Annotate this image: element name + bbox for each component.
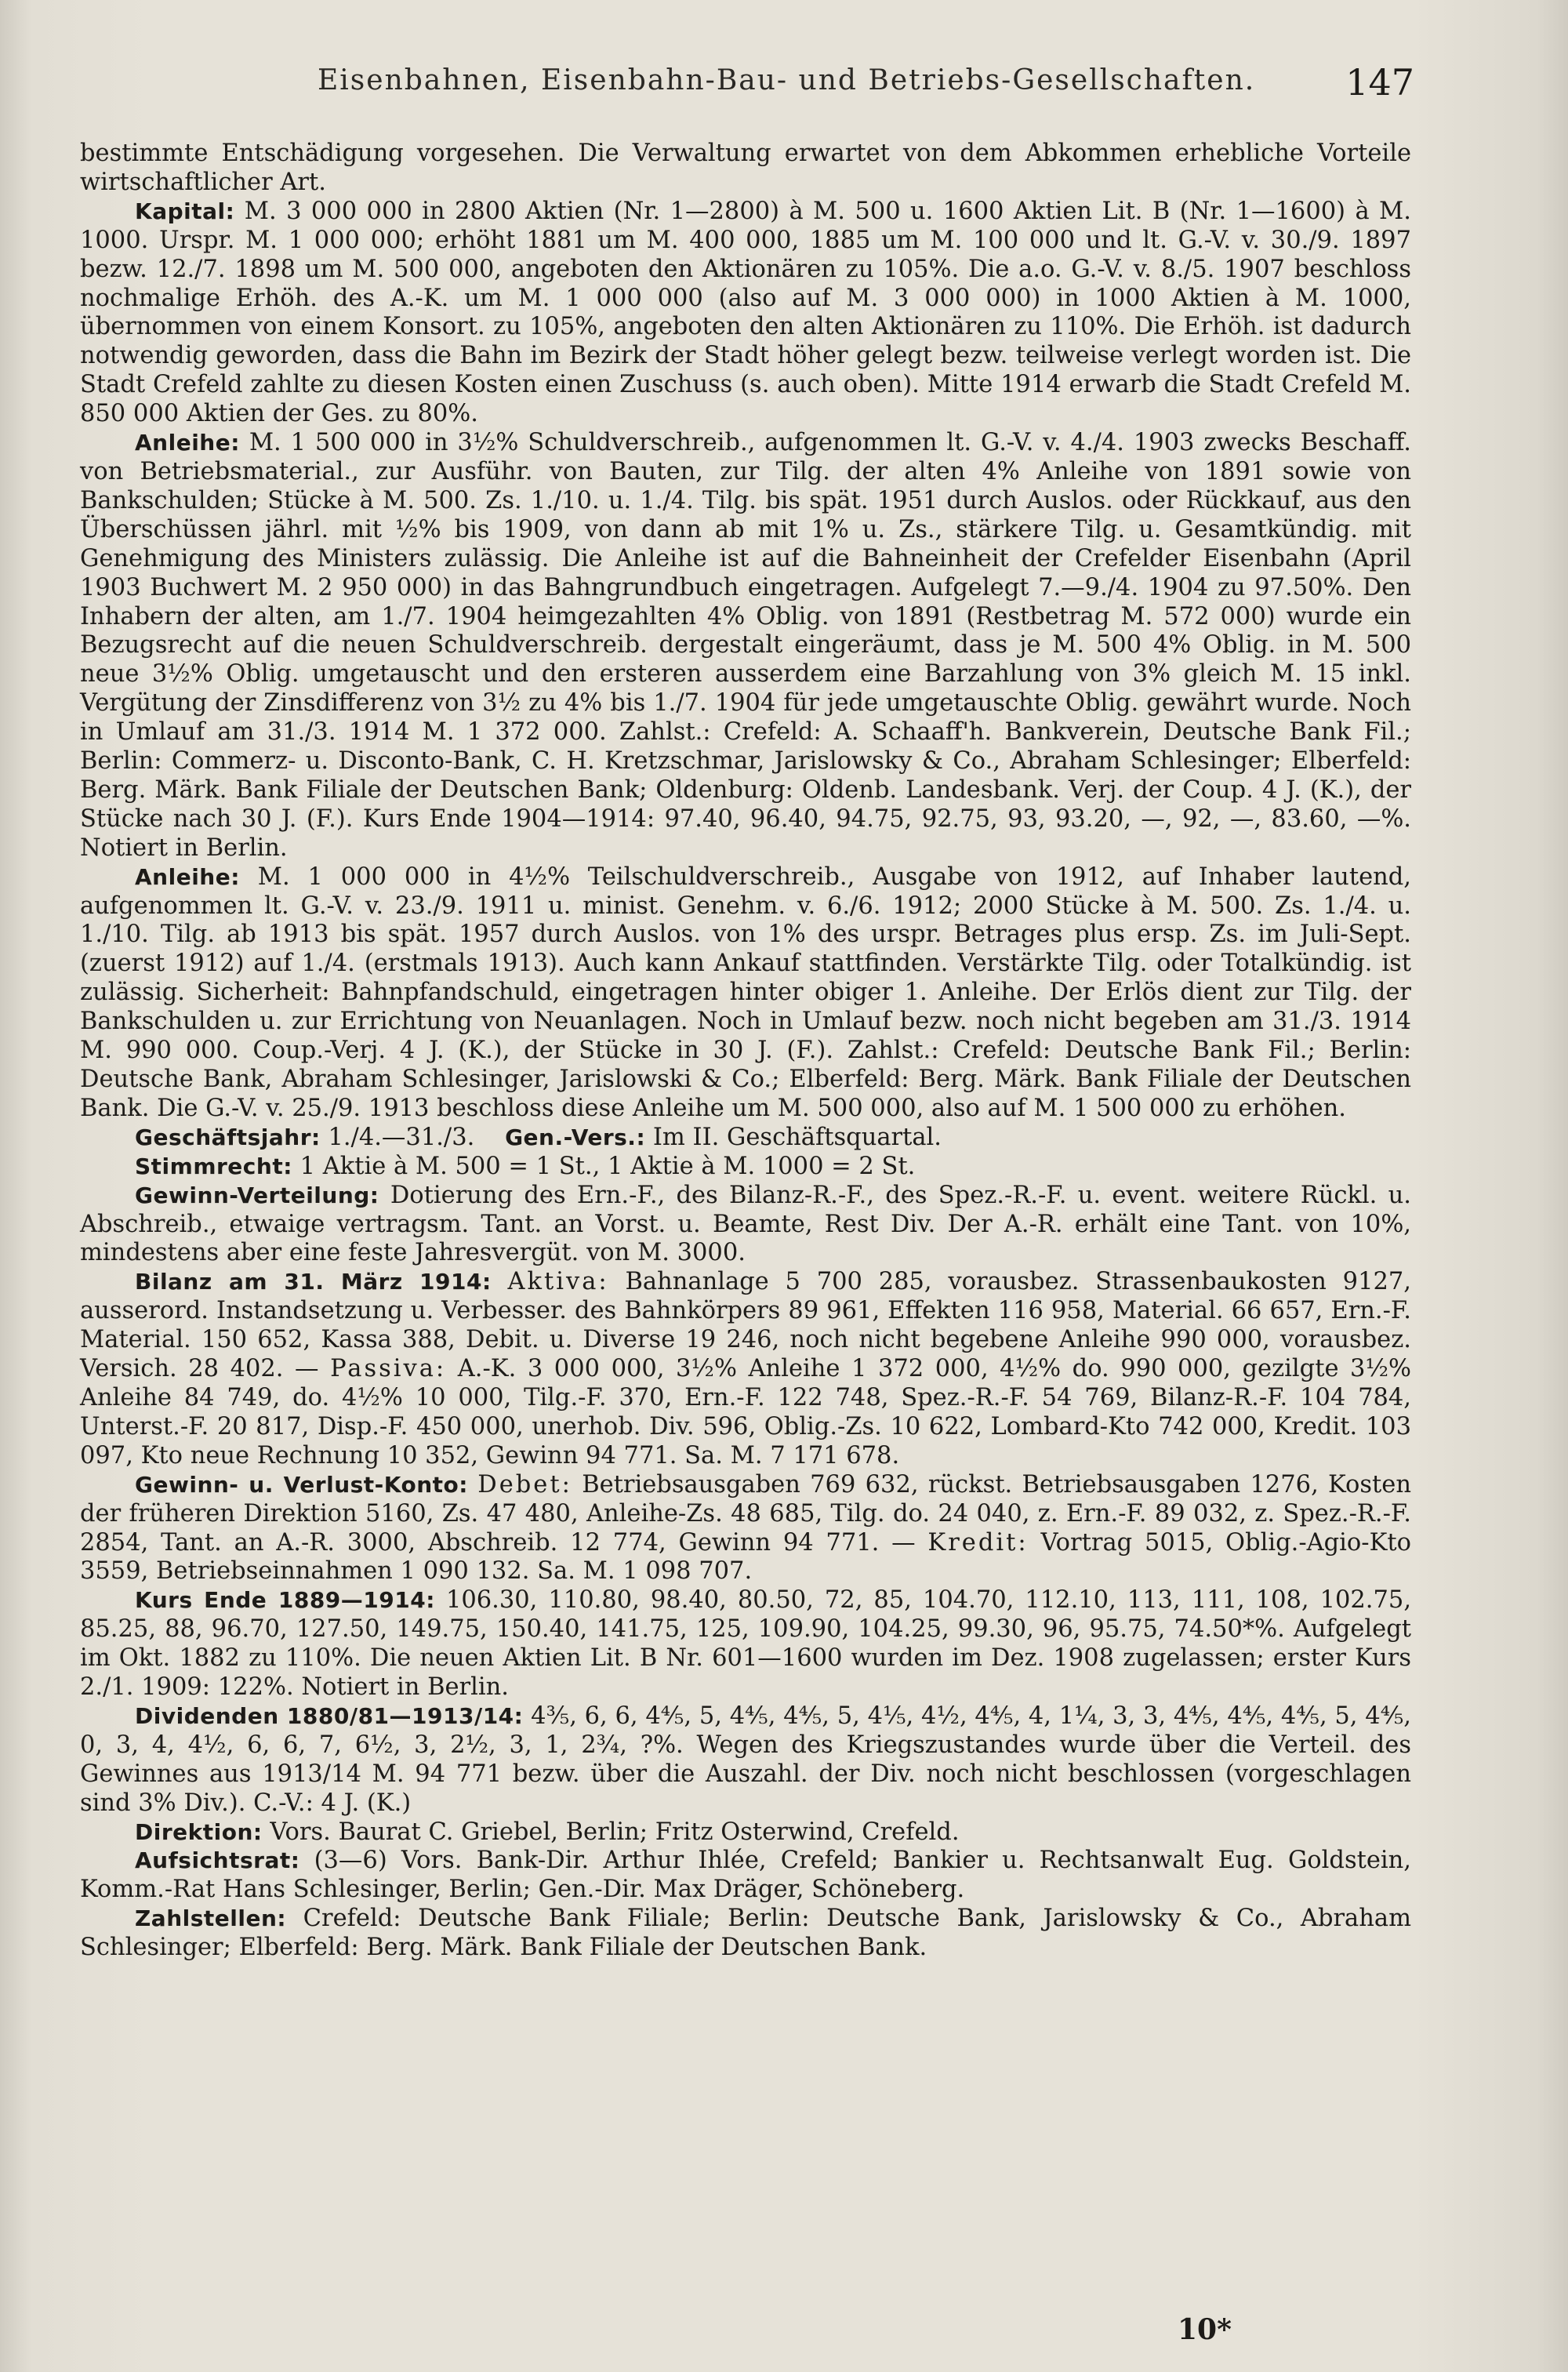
gewinnverteilung-section: [80, 1182, 1411, 1269]
page-number: 147: [1345, 61, 1414, 104]
kapital-text: M. 3 000 000 in 2800 Aktien (Nr. 1—2800) à M. 500 u. 1600 Aktien Lit. B (Nr. 1—1600) à M. 1000. Urspr. M. 1 000 000; erhöht 1881 um M. 400 000, 1885 um M. 100 000 und lt. G.-V. v. 30./9. 1897 bezw. 12./7. 1898 um M. 500 000, angeboten den Aktionären zu 105%. Die a.o. G.-V. v. 8./5. 1907 beschloss nochmalige Erhöh. des A.-K. um M. 1 000 000 (also auf M. 3 000 000) in 1000 Aktien à M. 1000, übernommen von einem Konsort. zu 105%, angeboten den alten Aktionären zu 110%. Die Erhöh. ist dadurch notwendig geworden, dass die Bahn im Bezirk der Stadt höher gelegt bezw. teilweise verlegt worden ist. Die Stadt Crefeld zahlte zu diesen Kosten einen Zuschuss (s. auch oben). Mitte 1914 erwarb die Stadt Crefeld M. 850 000 Aktien der Ges. zu 80%.: [80, 197, 1411, 428]
zahlstellen-text: Crefeld: Deutsche Bank Filiale; Berlin: Deutsche Bank, Jarislowsky & Co., Abraham Schlesinger; Elberfeld: Berg. Märk. Bank Filiale der Deutschen Bank.: [80, 1905, 1411, 1962]
direktion-section: [80, 1818, 1411, 1847]
kurs-label: Kurs Ende 1889—1914:: [135, 1587, 435, 1614]
anleihe2-label: Anleihe:: [135, 863, 240, 890]
bilanz-label: Bilanz am 31. März 1914:: [135, 1269, 492, 1295]
debet-text: Betriebsausgaben 769 632, rückst. Betriebsausgaben 1276, Kosten der früheren Direktion 5160, Zs. 47 480, Anleihe-Zs. 48 685, Tilg. do. 24 040, z. Ern.-F. 89 032, z. Spez.-R.-F. 2854, Tant. an A.-R. 3000, Abschreib. 12 774, Gewinn 94 771. —: [80, 1470, 1411, 1557]
bilanz-section: [80, 1268, 1411, 1470]
aktiva-text: Bahnanlage 5 700 285, vorausbez. Strassenbaukosten 9127, ausserord. Instandsetzung u. Verbesser. des Bahnkörpers 89 961, Effekten 116 958, Material. 66 657, Ern.-F. Material. 150 652, Kassa 388, Debit. u. Diverse 19 246, noch nicht begebene Anleihe 990 000, vorausbez. Versich. 28 402. —: [80, 1268, 1411, 1383]
gewinnkonto-label: Gewinn- u. Verlust-Konto:: [135, 1471, 468, 1498]
stimmrecht-section: [80, 1153, 1411, 1182]
aufsichtsrat-text: (3—6) Vors. Bank-Dir. Arthur Ihlée, Crefeld; Bankier u. Rechtsanwalt Eug. Goldstein, Komm.-Rat Hans Schlesinger, Berlin; Gen.-Dir. Max Dräger, Schöneberg.: [80, 1847, 1412, 1904]
page-header: [0, 61, 1568, 108]
zahlstellen-label: Zahlstellen:: [135, 1905, 287, 1932]
anleihe1-text: M. 1 500 000 in 3½% Schuldverschreib., aufgenommen lt. G.-V. v. 4./4. 1903 zwecks Beschaff. von Betriebsmaterial., zur Ausführ. von Bauten, zur Tilg. der alten 4% Anleihe von 1891 sowie von Bankschulden; Stücke à M. 500. Zs. 1./10. u. 1./4. Tilg. bis spät. 1951 durch Auslos. oder Rückkauf, aus den Überschüssen jährl. mit ½% bis 1909, von dann ab mit 1% u. Zs., stärkere Tilg. u. Gesamtkündig. mit Genehmigung des Ministers zulässig. Die Anleihe ist auf die Bahneinheit der Crefelder Eisenbahn (April 1903 Buchwert M. 2 950 000) in das Bahngrundbuch eingetragen. Aufgelegt 7.—9./4. 1904 zu 97.50%. Den Inhabern der alten, am 1./7. 1904 heimgezahlten 4% Oblig. von 1891 (Restbetrag M. 572 000) wurde ein Bezugsrecht auf die neuen Schuldverschreib. dergestalt eingeräumt, dass je M. 500 4% Oblig. in M. 500 neue 3½% Oblig. umgetauscht und den ersteren ausserdem eine Barzahlung von 3% gleich M. 15 inkl. Vergütung der Zinsdifferenz von 3½ zu 4% bis 1./7. 1904 für jede umgetauschte Oblig. gewährt wurde. Noch in Umlauf am 31./3. 1914 M. 1 372 000. Zahlst.: Crefeld: A. Schaaff'h. Bankverein, Deutsche Bank Fil.; Berlin: Commerz- u. Disconto-Bank, C. H. Kretzschmar, Jarislowsky & Co., Abraham Schlesinger; Elberfeld: Berg. Märk. Bank Filiale der Deutschen Bank; Oldenburg: Oldenb. Landesbank. Verj. der Coup. 4 J. (K.), der Stücke nach 30 J. (F.). Kurs Ende 1904—1914: 97.40, 96.40, 94.75, 92.75, 93, 93.20, —, 92, —, 83.60, —%. Notiert in Berlin.: [80, 429, 1411, 862]
intro-text: bestimmte Entschädigung vorgesehen. Die Verwaltung erwartet von dem Abkommen erhebliche Vorteile wirtschaftlicher Art.: [80, 140, 1411, 196]
debet-label: Debet:: [477, 1470, 572, 1498]
genvers-text: Im II. Geschäftsquartal.: [652, 1123, 942, 1151]
kapital-label: Kapital:: [135, 198, 235, 224]
running-head: Eisenbahnen, Eisenbahn-Bau- und Betriebs-Gesellschaften.: [318, 64, 1256, 96]
stimmrecht-label: Stimmrecht:: [135, 1153, 292, 1179]
kredit-text: Vortrag 5015, Oblig.-Agio-Kto 3559, Betriebseinnahmen 1 090 132. Sa. M. 1 098 707.: [80, 1528, 1412, 1586]
intro-paragraph: [80, 140, 1411, 198]
aufsichtsrat-label: Aufsichtsrat:: [135, 1847, 300, 1874]
kurs-text: 106.30, 110.80, 98.40, 80.50, 72, 85, 104.70, 112.10, 113, 111, 108, 102.75, 85.25, 88, 96.70, 127.50, 149.75, 150.40, 141.75, 125, 109.90, 104.25, 99.30, 96, 95.75, 74.50*%. Aufgelegt im Okt. 1882 zu 110%. Die neuen Aktien Lit. B Nr. 601—1600 wurden im Dez. 1908 zugelassen; erster Kurs 2./1. 1909: 122%. Notiert in Berlin.: [80, 1586, 1412, 1702]
dividenden-label: Dividenden 1880/81—1913/14:: [135, 1702, 524, 1729]
main-text: [80, 140, 1411, 1963]
kurs-section: [80, 1586, 1411, 1702]
dividenden-text: 4⅗, 6, 6, 4⅘, 5, 4⅘, 4⅘, 5, 4⅕, 4½, 4⅘, 4, 1¼, 3, 3, 4⅘, 4⅘, 4⅘, 5, 4⅘, 0, 3, 4, 4½, 6, 6, 7, 6½, 3, 2½, 3, 1, 2¾, ?%. Wegen des Kriegszustandes wurde über die Verteil. des Gewinnes aus 1913/14 M. 94 771 bezw. über die Auszahl. der Div. noch nicht beschlossen (vorgeschlagen sind 3% Div.). C.-V.: 4 J. (K.): [80, 1702, 1412, 1817]
zahlstellen-section: [80, 1905, 1411, 1963]
gewinnverteilung-label: Gewinn-Verteilung:: [135, 1182, 379, 1208]
geschaeftsjahr-label: Geschäftsjahr:: [135, 1124, 321, 1150]
genvers-label: Gen.-Vers.:: [505, 1124, 646, 1150]
anleihe1-section: [80, 429, 1411, 863]
anleihe2-section: [80, 863, 1411, 1124]
aktiva-label: Aktiva:: [507, 1268, 609, 1296]
kredit-label: Kredit:: [927, 1528, 1029, 1557]
stimmrecht-text: 1 Aktie à M. 500 = 1 St., 1 Aktie à M. 1000 = 2 St.: [299, 1152, 916, 1180]
direktion-label: Direktion:: [135, 1818, 263, 1845]
kapital-section: [80, 198, 1411, 429]
anleihe1-label: Anleihe:: [135, 430, 240, 456]
anleihe2-text: M. 1 000 000 in 4½% Teilschuldverschreib., Ausgabe von 1912, auf Inhaber lautend, aufgenommen lt. G.-V. v. 23./9. 1911 u. minist. Genehm. v. 6./6. 1912; 2000 Stücke à M. 500. Zs. 1./4. u. 1./10. Tilg. ab 1913 bis spät. 1957 durch Auslos. von 1% des urspr. Betrages plus ersp. Zs. im Juli-Sept. (zuerst 1912) auf 1./4. (erstmals 1913). Auch kann Ankauf stattfinden. Verstärkte Tilg. oder Totalkündig. ist zulässig. Sicherheit: Bahnpfandschuld, eingetragen hinter obiger 1. Anleihe. Der Erlös dient zur Tilg. der Bankschulden u. zur Errichtung von Neuanlagen. Noch in Umlauf bezw. noch nicht begeben am 31./3. 1914 M. 990 000. Coup.-Verj. 4 J. (K.), der Stücke in 30 J. (F.). Zahlst.: Crefeld: Deutsche Bank Fil.; Berlin: Deutsche Bank, Abraham Schlesinger, Jarislowski & Co.; Elberfeld: Berg. Märk. Bank Filiale der Deutschen Bank. Die G.-V. v. 25./9. 1913 beschloss diese Anleihe um M. 500 000, also auf M. 1 500 000 zu erhöhen.: [80, 863, 1411, 1122]
geschaeftsjahr-text: 1./4.—31./3.: [328, 1123, 475, 1151]
passiva-label: Passiva:: [330, 1355, 447, 1383]
gewinnverteilung-text: Dotierung des Ern.-F., des Bilanz-R.-F., des Spez.-R.-F. u. event. weitere Rückl. u. Abschreib., etwaige vertragsm. Tant. an Vorst. u. Beamte, Rest Div. Der A.-R. erhält eine Tant. von 10%, mindestens aber eine feste Jahresvergüt. von M. 3000.: [80, 1181, 1411, 1267]
direktion-text: Vors. Baurat C. Griebel, Berlin; Fritz Osterwind, Crefeld.: [270, 1818, 960, 1846]
signature-mark: 10*: [1178, 2313, 1232, 2346]
dividenden-section: [80, 1702, 1411, 1818]
geschaeftsjahr-section: [80, 1124, 1411, 1153]
gewinnkonto-section: [80, 1471, 1411, 1587]
aufsichtsrat-section: [80, 1847, 1411, 1905]
passiva-text: A.-K. 3 000 000, 3½% Anleihe 1 372 000, 4½% do. 990 000, gezilgte 3½% Anleihe 84 749, do. 4½% 10 000, Tilg.-F. 370, Ern.-F. 122 748, Spez.-R.-F. 54 769, Bilanz-R.-F. 104 784, Unterst.-F. 20 817, Disp.-F. 450 000, unerhob. Div. 596, Oblig.-Zs. 10 622, Lombard-Kto 742 000, Kredit. 103 097, Kto neue Rechnung 10 352, Gewinn 94 771. Sa. M. 7 171 678.: [80, 1355, 1411, 1469]
